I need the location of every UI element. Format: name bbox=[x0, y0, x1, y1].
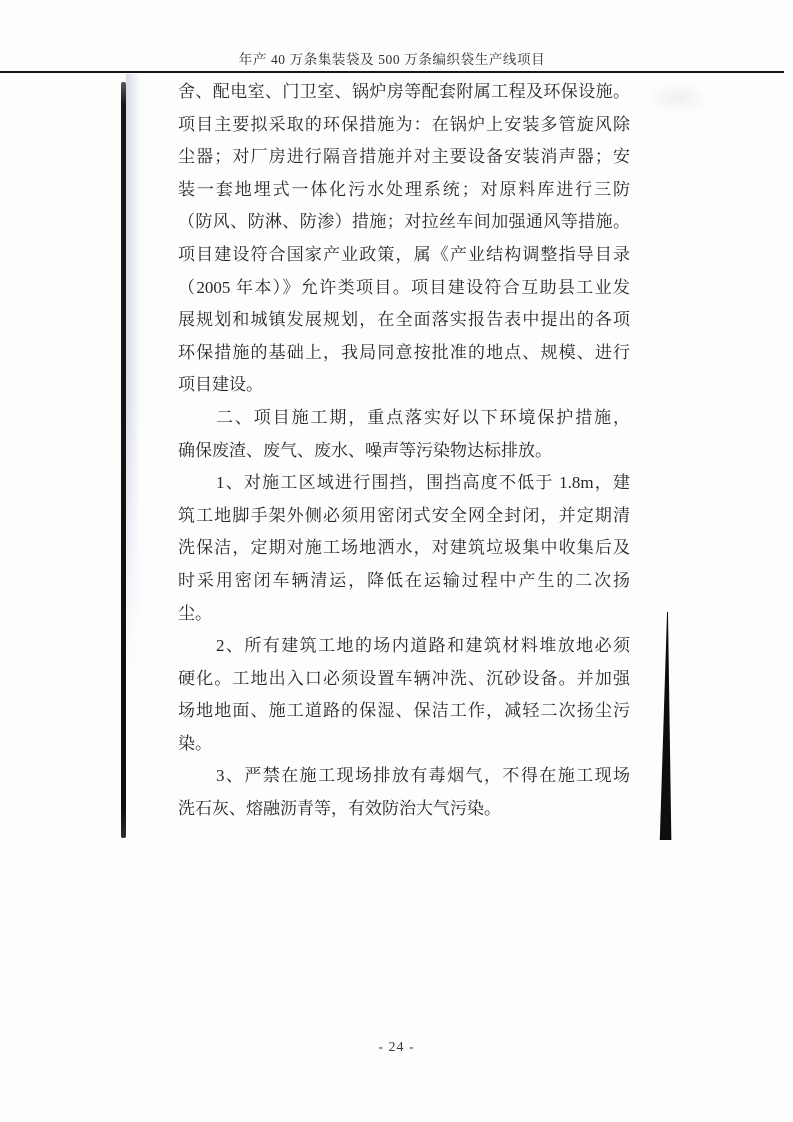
body-line: （防风、防淋、防渗）措施；对拉丝车间加强通风等措施。 bbox=[178, 212, 630, 232]
body-line: 环保措施的基础上，我局同意按批准的地点、规模、进行 bbox=[178, 342, 630, 362]
body-line paragraph-end: 确保废渣、废气、废水、噪声等污染物达标排放。 bbox=[178, 440, 552, 460]
body-line paragraph-start: 3、严禁在施工现场排放有毒烟气，不得在施工现场 bbox=[216, 766, 630, 786]
body-line paragraph-start: 2、所有建筑工地的场内道路和建筑材料堆放地必须 bbox=[216, 636, 630, 656]
body-line: 场地地面、施工道路的保湿、保洁工作，减轻二次扬尘污 bbox=[178, 701, 630, 721]
binding-shadow bbox=[126, 74, 143, 674]
body-text-block bbox=[178, 76, 630, 826]
body-line: 筑工地脚手架外侧必须用密闭式安全网全封闭，并定期清 bbox=[178, 505, 630, 525]
right-scan-mark-artifact bbox=[659, 612, 672, 840]
body-line paragraph-end: 染。 bbox=[178, 733, 212, 753]
body-line paragraph-start: 1、对施工区域进行围挡，围挡高度不低于 1.8m，建 bbox=[216, 473, 630, 493]
body-line: 装一套地埋式一体化污水处理系统；对原料库进行三防 bbox=[178, 179, 630, 199]
body-line: 项目建设符合国家产业政策，属《产业结构调整指导目录 bbox=[178, 244, 630, 264]
header-divider-rule bbox=[0, 71, 784, 73]
body-line: 尘器；对厂房进行隔音措施并对主要设备安装消声器；安 bbox=[178, 147, 630, 167]
body-line: 舍、配电室、门卫室、锅炉房等配套附属工程及环保设施。 bbox=[178, 82, 630, 101]
body-line: 硬化。工地出入口必须设置车辆冲洗、沉砂设备。并加强 bbox=[178, 668, 630, 688]
body-line: 展规划和城镇发展规划，在全面落实报告表中提出的各项 bbox=[178, 310, 630, 330]
page-header-title: 年产 40 万条集装袋及 500 万条编织袋生产线项目 bbox=[238, 52, 546, 67]
body-line paragraph-end: 尘。 bbox=[178, 603, 212, 623]
body-line: 项目主要拟采取的环保措施为：在锅炉上安装多管旋风除 bbox=[178, 114, 630, 134]
page-number: - 24 - bbox=[378, 1040, 415, 1055]
body-line paragraph-end: 洗石灰、熔融沥青等，有效防治大气污染。 bbox=[178, 799, 501, 819]
body-line: 时采用密闭车辆清运，降低在运输过程中产生的二次扬 bbox=[178, 570, 630, 590]
body-line: （2005 年本）》允许类项目。项目建设符合互助县工业发 bbox=[178, 277, 630, 297]
scan-smudge bbox=[646, 82, 710, 114]
body-line: 洗保洁，定期对施工场地洒水，对建筑垃圾集中收集后及 bbox=[178, 538, 630, 558]
body-line paragraph-end: 项目建设。 bbox=[178, 375, 263, 395]
left-binding-bar-artifact bbox=[121, 82, 126, 838]
body-line paragraph-start: 二、项目施工期，重点落实好以下环境保护措施， bbox=[216, 407, 630, 427]
